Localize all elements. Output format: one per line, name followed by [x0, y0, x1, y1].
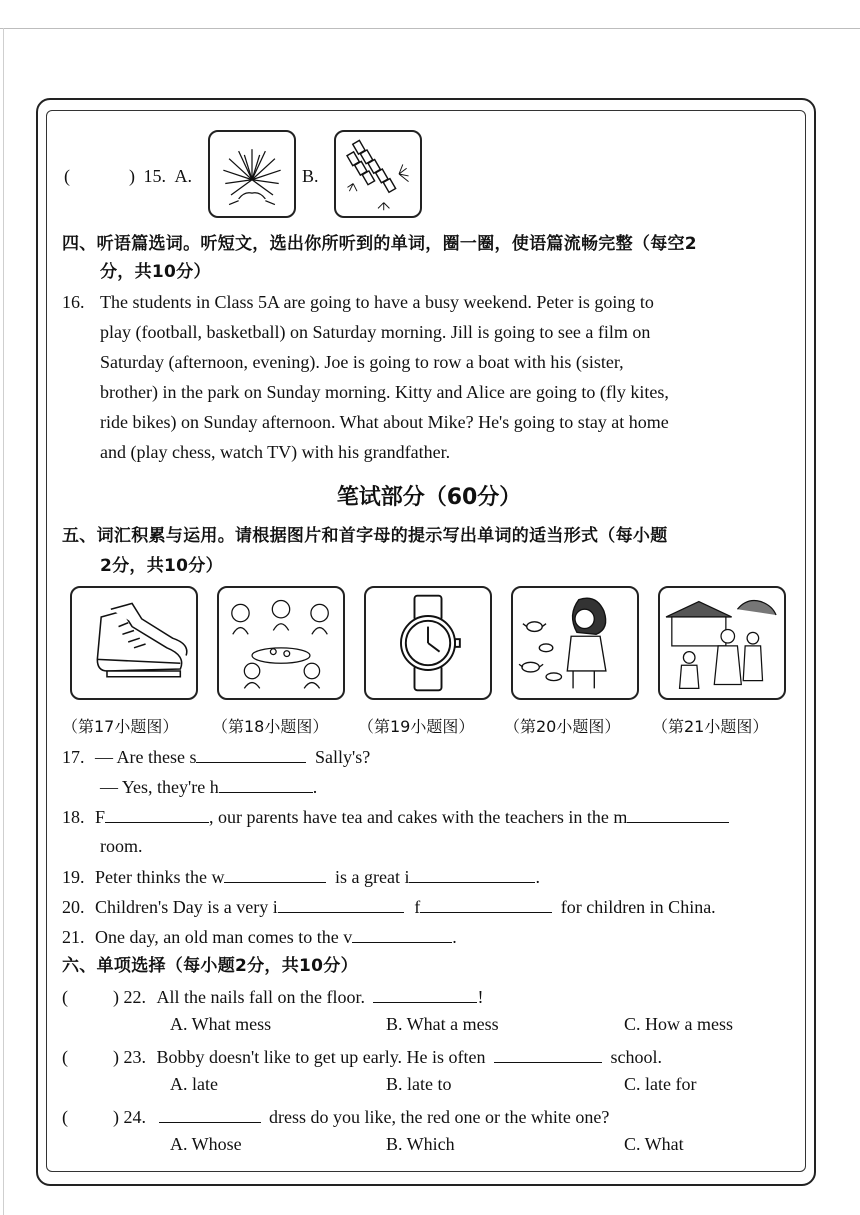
caption-q19: （第19小题图） [358, 717, 475, 736]
page-left-rule [3, 28, 4, 1215]
girl-candies-icon[interactable] [511, 586, 639, 700]
q18-text-a: F [95, 807, 106, 827]
caption-q17: （第17小题图） [62, 717, 179, 736]
q17-blank-1[interactable] [196, 744, 306, 763]
q21-text-b: . [452, 927, 457, 947]
q16-line-1: The students in Class 5A are going to have a busy weekend. Peter is going to [100, 292, 654, 312]
q16-line-6: and (play chess, watch TV) with his grandfather. [100, 442, 451, 462]
q19-blank-1[interactable] [224, 864, 326, 883]
q24-stem-row [62, 1104, 609, 1129]
question-number: 21. [62, 927, 85, 947]
q16-number: 16. [62, 292, 85, 312]
q20-text-b: f [414, 897, 421, 917]
q17-blank-2[interactable] [219, 774, 313, 793]
q21-text-a: One day, an old man comes to the v [95, 927, 353, 947]
fireworks-drawing [210, 132, 294, 216]
question-number: 15. [143, 166, 166, 186]
q21-blank-1[interactable] [352, 924, 452, 943]
q22-option-c[interactable]: C. How a mess [624, 1014, 733, 1034]
q18-blank-1[interactable] [105, 804, 209, 823]
section5-title-line2: 2分，共10分） [100, 556, 223, 576]
q19-text-b: is a great i [334, 867, 410, 887]
option-a-label: A. [174, 166, 192, 186]
section6-title: 六、单项选择（每小题2分，共10分） [62, 956, 358, 976]
option-b-label: B. [302, 166, 319, 186]
question-number: 20. [62, 897, 85, 917]
q24-option-a[interactable]: A. Whose [170, 1134, 242, 1154]
question-number: ) 23. [113, 1047, 146, 1067]
q20-text-c: for children in China. [560, 897, 716, 917]
q21-line [62, 924, 457, 949]
page-top-rule [0, 28, 860, 29]
answer-paren-close: ) [129, 166, 135, 186]
q23-stem-row [62, 1044, 662, 1069]
written-section-title: 笔试部分（60分） [336, 485, 522, 510]
fireworks-icon[interactable] [208, 130, 296, 218]
q24-stem: dress do you like, the red one or the white one? [269, 1107, 610, 1127]
watch-drawing [366, 588, 490, 698]
q18-line-2: room. [100, 836, 143, 856]
q19-line [62, 864, 540, 889]
q17-text-a: — Are these s [95, 747, 197, 767]
q15-row [64, 164, 192, 188]
question-number: 17. [62, 747, 85, 767]
q17-line-1 [62, 744, 370, 769]
q23-stem-end: school. [610, 1047, 663, 1067]
village-drawing [660, 588, 784, 698]
section5-title-line1: 五、词汇积累与运用。请根据图片和首字母的提示写出单词的适当形式（每小题 [62, 526, 668, 546]
q23-option-b[interactable]: B. late to [386, 1074, 452, 1094]
village-icon[interactable] [658, 586, 786, 700]
q20-text-a: Children's Day is a very i [95, 897, 278, 917]
sneakers-icon[interactable] [70, 586, 198, 700]
q24-blank[interactable] [159, 1104, 261, 1123]
party-icon[interactable] [217, 586, 345, 700]
q19-text-c: . [535, 867, 540, 887]
q22-stem-row [62, 984, 483, 1009]
watch-icon[interactable] [364, 586, 492, 700]
q16-line-5: ride bikes) on Sunday afternoon. What about Mike? He's going to stay at home [100, 412, 669, 432]
section4-title-line2: 分，共10分） [100, 262, 211, 282]
q19-blank-2[interactable] [409, 864, 535, 883]
question-number: ) 24. [113, 1107, 146, 1127]
q22-blank[interactable] [373, 984, 477, 1003]
q20-blank-1[interactable] [278, 894, 404, 913]
q19-text-a: Peter thinks the w [95, 867, 225, 887]
answer-paren-open: ( [64, 166, 70, 186]
q23-blank[interactable] [494, 1044, 602, 1063]
q22-stem: All the nails fall on the floor. [156, 987, 365, 1007]
caption-q21: （第21小题图） [652, 717, 769, 736]
q18-line-1 [62, 804, 729, 829]
q17-text-c: — Yes, they're h [100, 777, 219, 797]
answer-paren-open: ( [62, 987, 68, 1007]
answer-paren-open: ( [62, 1107, 68, 1127]
caption-q20: （第20小题图） [504, 717, 621, 736]
question-number: ) 22. [113, 987, 146, 1007]
q18-text-b: , our parents have tea and cakes with the teachers in the m [209, 807, 628, 827]
question-number: 18. [62, 807, 85, 827]
q23-stem: Bobby doesn't like to get up early. He is often [156, 1047, 486, 1067]
sneakers-drawing [72, 588, 196, 698]
q24-option-b[interactable]: B. Which [386, 1134, 455, 1154]
q22-stem-end: ! [477, 987, 484, 1007]
girl-candies-drawing [513, 588, 637, 698]
q17-line-2 [100, 774, 317, 799]
firecrackers-drawing [336, 132, 420, 216]
answer-paren-open: ( [62, 1047, 68, 1067]
q24-option-c[interactable]: C. What [624, 1134, 684, 1154]
q20-line [62, 894, 716, 919]
q20-blank-2[interactable] [420, 894, 552, 913]
q17-text-b: Sally's? [314, 747, 371, 767]
q16-line-2: play (football, basketball) on Saturday morning. Jill is going to see a film on [100, 322, 651, 342]
q22-option-a[interactable]: A. What mess [170, 1014, 272, 1034]
q16-line-3: Saturday (afternoon, evening). Joe is going to row a boat with his (sister, [100, 352, 624, 372]
q22-option-b[interactable]: B. What a mess [386, 1014, 499, 1034]
q18-blank-2[interactable] [627, 804, 729, 823]
party-drawing [219, 588, 343, 698]
q17-text-d: . [312, 777, 318, 797]
q23-option-a[interactable]: A. late [170, 1074, 218, 1094]
q23-option-c[interactable]: C. late for [624, 1074, 697, 1094]
question-number: 19. [62, 867, 85, 887]
caption-q18: （第18小题图） [212, 717, 329, 736]
firecrackers-icon[interactable] [334, 130, 422, 218]
section4-title-line1: 四、听语篇选词。听短文，选出你所听到的单词，圈一圈，使语篇流畅完整（每空2 [62, 234, 697, 254]
q16-line-4: brother) in the park on Sunday morning. Kitty and Alice are going to (fly kites, [100, 382, 669, 402]
